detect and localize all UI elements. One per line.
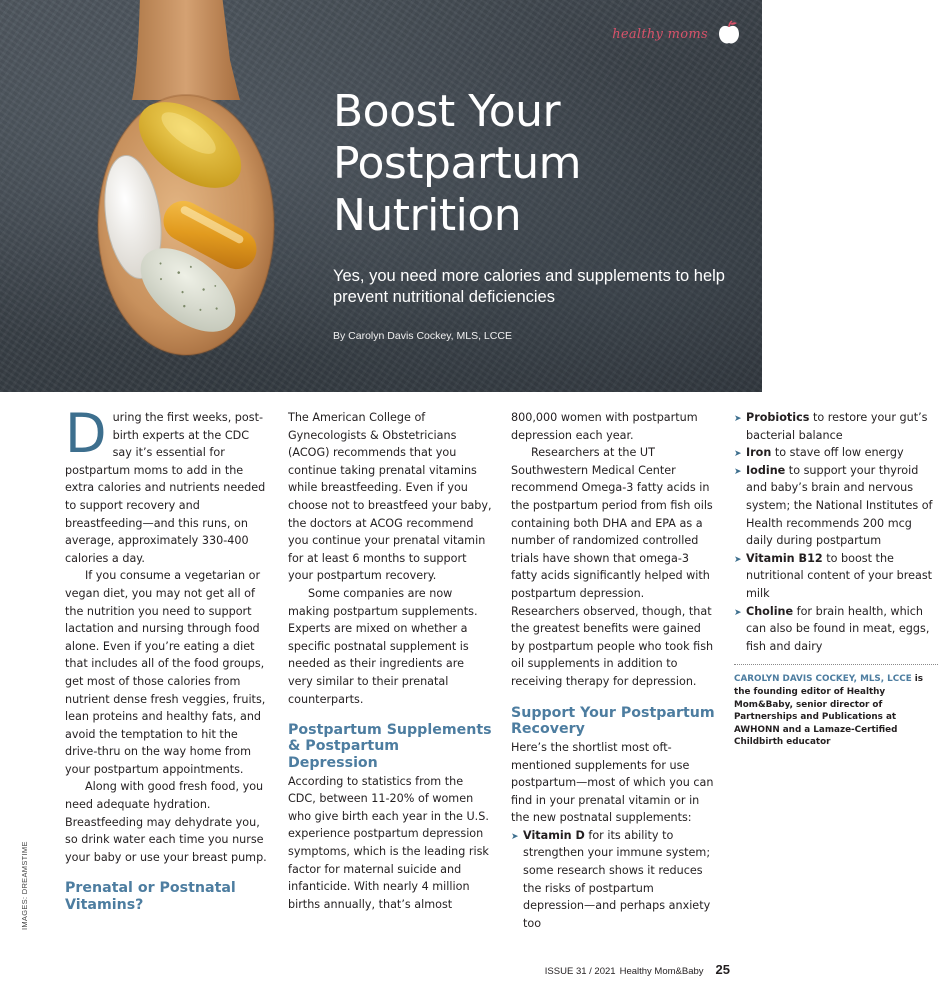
divider xyxy=(734,664,938,665)
paragraph-1: uring the first weeks, post-birth experts at the CDC say it’s essential for postpartum moms to add in the extra calories and nutrients needed to support recovery and breastfeeding—and this runs, on average, approximately 330-400 calories a day. xyxy=(65,411,266,565)
chevron-right-icon: ➤ xyxy=(734,449,742,460)
paragraph-5: Some companies are now making postpartum supplements. Experts are mixed on whether a specific postnatal supplement is needed as their ingredients are very similar to their prenatal counterparts. xyxy=(288,586,478,706)
supplement-term: Vitamin D xyxy=(523,828,585,842)
list-item xyxy=(734,462,938,550)
list-item xyxy=(511,827,715,933)
paragraph-7: Researchers at the UT Southwestern Medical Center recommend Omega-3 fatty acids in the postpartum period from fish oils containing both DHA and EPA as a number of randomized controlled trials have shown that omega-3 fatty acids significantly helped with postpartum depression. Researchers observed, though, that the greatest benefits were gained by postpartum people who took fish oil supplements in addition to receiving therapy for depression. xyxy=(511,446,714,688)
supplement-description: to restore your gut’s bacterial balance xyxy=(746,411,928,442)
supplement-term: Choline xyxy=(746,604,794,618)
page-subtitle: Yes, you need more calories and supplements to help prevent nutritional deficiencies xyxy=(333,267,725,306)
supplement-term: Iron xyxy=(746,446,772,460)
paragraph-8: Here’s the shortlist most oft-mentioned supplements for use postpartum—most of which you can find in your prenatal vitamin or in the new postnatal supplements: xyxy=(511,740,714,825)
list-item xyxy=(734,550,938,603)
image-credit xyxy=(20,841,30,930)
supplement-term: Vitamin B12 xyxy=(746,551,823,565)
page-title: Boost Your Postpartum Nutrition xyxy=(333,86,582,241)
supplement-term: Iodine xyxy=(746,463,786,477)
issue-label: ISSUE 31 / 2021 xyxy=(544,966,616,977)
apple-icon xyxy=(718,19,740,45)
list-item xyxy=(734,409,938,444)
supplement-description: for brain health, which can also be found in meat, eggs, fish and dairy xyxy=(746,604,930,653)
author-bio xyxy=(734,673,938,749)
chevron-right-icon: ➤ xyxy=(734,466,742,477)
list-item xyxy=(734,603,938,656)
heading-support-recovery: Support Your Postpartum Recovery xyxy=(511,704,715,737)
heading-prenatal-vitamins: Prenatal or Postnatal Vitamins? xyxy=(65,880,236,913)
chevron-right-icon: ➤ xyxy=(734,607,742,618)
supplement-description: to support your thyroid and baby’s brain and nervous system; the National Institutes of Health recommends 200 mcg daily during postpartum xyxy=(746,463,933,548)
paragraph-2: If you consume a vegetarian or vegan diet, you may not get all of the nutrition you need to support lactation and nursing through food alone. Even if you’re eating a diet that includes all of the food groups, get most of those calories from nutrient dense fresh veggies, fruits, lean proteins and healthy fats, and avoid the temptation to hit the drive-thru on the way home from your postpartum appointments. xyxy=(65,569,266,776)
chevron-right-icon: ➤ xyxy=(734,414,742,424)
byline: By Carolyn Davis Cockey, MLS, LCCE xyxy=(333,330,512,342)
drop-cap: D xyxy=(65,402,107,465)
supplement-term: Probiotics xyxy=(746,411,810,424)
intro-paragraph xyxy=(65,402,269,567)
author-name: CAROLYN DAVIS COCKEY, MLS, LCCE xyxy=(734,674,912,685)
list-item xyxy=(734,444,938,462)
magazine-name: Healthy Mom&Baby xyxy=(619,966,704,977)
paragraph-6: According to statistics from the CDC, between 11-20% of women who give birth each year in the U.S. experience postpartum depression symptoms, which is the leading risk factor for maternal suicide and infanticide. With nearly 4 million births annually, that’s almost 800,000 women with postpartum depression each year. xyxy=(288,411,698,911)
author-bio-text: is the founding editor of Healthy Mom&Baby, senior director of Partnerships and Publications at AWHONN and a Lamaze-Certified Childbirth educator xyxy=(734,674,924,748)
hero-banner xyxy=(0,0,762,392)
page-footer xyxy=(545,962,730,977)
supplement-description: to boost the nutritional content of your breast milk xyxy=(746,551,933,600)
supplement-description: to stave off low energy xyxy=(771,446,904,460)
section-tag: healthy moms xyxy=(612,27,708,42)
paragraph-4: The American College of Gynecologists & Obstetricians (ACOG) recommends that you continue taking prenatal vitamins while breastfeeding. Even if you choose not to breastfeed your baby, the doctors at ACOG recommend you continue your prenatal vitamin for at least 6 months to support your postpartum recovery. xyxy=(288,411,492,583)
image-credit-text: IMAGES: DREAMSTIME xyxy=(20,841,29,930)
page-number: 25 xyxy=(715,962,730,977)
chevron-right-icon: ➤ xyxy=(734,554,742,565)
supplement-description: for its ability to strengthen your immune system; some research shows it reduces the risks of postpartum depression—and perhaps anxiety too xyxy=(523,828,711,930)
chevron-right-icon: ➤ xyxy=(511,831,519,842)
heading-supplements-depression: Postpartum Supplements & Postpartum Depression xyxy=(288,722,492,771)
paragraph-3: Along with good fresh food, you need adequate hydration. Breastfeeding may dehydrate you, so drink water each time you nurse your baby or use your breast pump. xyxy=(65,780,267,864)
article-flow xyxy=(65,402,933,939)
